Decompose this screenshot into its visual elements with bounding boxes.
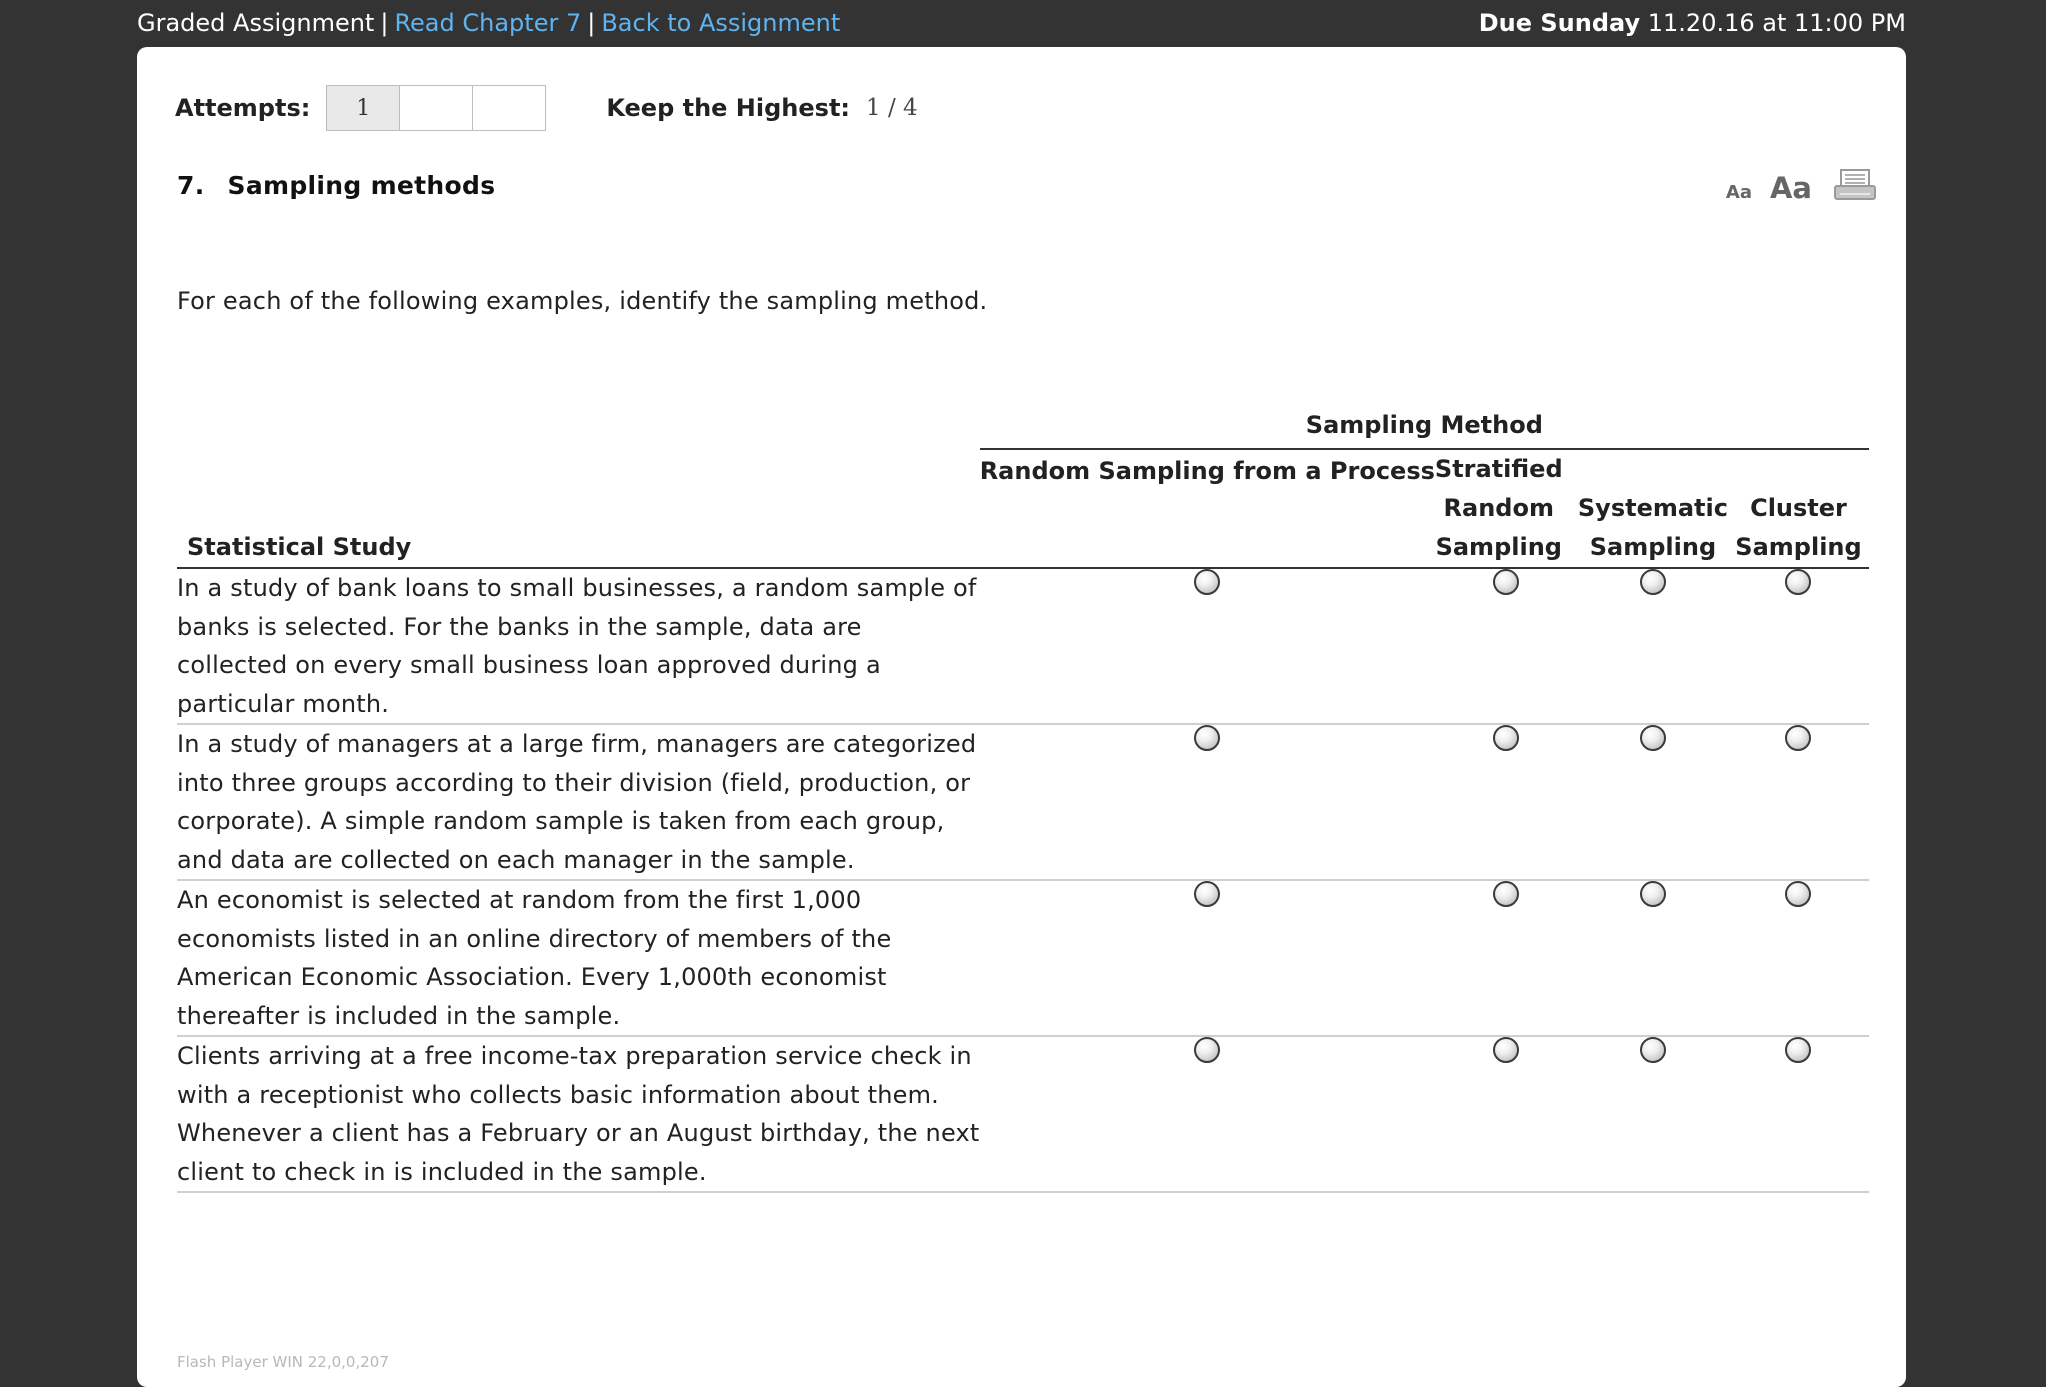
cluster-line-1: Cluster: [1750, 494, 1847, 522]
radio-stratified[interactable]: [1493, 725, 1519, 751]
stratified-line-3: Sampling: [1435, 533, 1562, 561]
version-footer: Flash Player WIN 22,0,0,207: [177, 1353, 389, 1371]
statistical-study-header: Statistical Study: [177, 449, 980, 568]
radio-systematic[interactable]: [1640, 1037, 1666, 1063]
table-row: [177, 568, 1869, 724]
table-row: [177, 880, 1869, 1036]
radio-random-process[interactable]: [1194, 881, 1220, 907]
attempts-row: [175, 85, 918, 131]
due-value: 11.20.16 at 11:00 PM: [1647, 9, 1906, 37]
due-label: Due Sunday: [1478, 9, 1641, 37]
radio-cluster[interactable]: [1785, 725, 1811, 751]
read-chapter-link[interactable]: Read Chapter 7: [394, 9, 582, 37]
question-title-text: Sampling methods: [227, 171, 496, 200]
attempt-box: [399, 85, 473, 131]
question-number: 7.: [177, 171, 205, 200]
question-title: [177, 171, 495, 200]
systematic-line-1: Systematic: [1577, 494, 1728, 522]
radio-random-process[interactable]: [1194, 1037, 1220, 1063]
keep-highest-label: Keep the Highest:: [606, 94, 851, 122]
radio-random-process[interactable]: [1194, 569, 1220, 595]
attempts-label: Attempts:: [175, 94, 311, 122]
radio-systematic[interactable]: [1640, 881, 1666, 907]
study-description: An economist is selected at random from the first 1,000 economists listed in an online directory of members of the American Economic Association. Every 1,000th economist thereafter is included in the sample.: [177, 880, 980, 1036]
print-icon-graphic: [1834, 169, 1876, 201]
study-description: In a study of bank loans to small businesses, a random sample of banks is selected. For the banks in the sample, data are collected on every small business loan approved during a particular month.: [177, 568, 980, 724]
radio-systematic[interactable]: [1640, 569, 1666, 595]
radio-random-process[interactable]: [1194, 725, 1220, 751]
breadcrumb: [137, 9, 840, 37]
radio-systematic[interactable]: [1640, 725, 1666, 751]
cluster-header: [1728, 449, 1869, 568]
question-card: [137, 47, 1906, 1387]
top-bar: [137, 0, 1906, 46]
stratified-line-1: Stratified: [1434, 455, 1563, 483]
sampling-method-header: Sampling Method: [980, 402, 1869, 449]
cluster-line-2: Sampling: [1735, 533, 1862, 561]
radio-stratified[interactable]: [1493, 569, 1519, 595]
tools: [1726, 169, 1876, 205]
table-row: [177, 1036, 1869, 1192]
separator: |: [587, 9, 596, 37]
separator: |: [380, 9, 389, 37]
assignment-type-label: Graded Assignment: [137, 9, 375, 37]
table-row: [177, 724, 1869, 880]
back-to-assignment-link[interactable]: Back to Assignment: [601, 9, 841, 37]
keep-highest-value: 1 / 4: [866, 95, 918, 121]
blank-header-cell: [177, 402, 980, 449]
random-process-header: Random Sampling from a Process: [980, 449, 1435, 568]
systematic-header: [1578, 449, 1728, 568]
instructions: For each of the following examples, identify the sampling method.: [177, 287, 988, 315]
study-description: Clients arriving at a free income-tax preparation service check in with a receptionist who collects basic information about them. Whenever a client has a February or an August birthday, the next client to check in is included in the sample.: [177, 1036, 980, 1192]
radio-cluster[interactable]: [1785, 881, 1811, 907]
stratified-header: [1435, 449, 1578, 568]
radio-cluster[interactable]: [1785, 1037, 1811, 1063]
radio-stratified[interactable]: [1493, 1037, 1519, 1063]
radio-stratified[interactable]: [1493, 881, 1519, 907]
attempt-boxes: [326, 85, 545, 131]
print-icon[interactable]: [1834, 169, 1876, 205]
study-description: In a study of managers at a large firm, managers are categorized into three groups according to their division (field, production, or corporate). A simple random sample is taken from each group, and data are collected on each manager in the sample.: [177, 724, 980, 880]
due-date: [1479, 9, 1906, 37]
attempt-box: 1: [326, 85, 400, 131]
radio-cluster[interactable]: [1785, 569, 1811, 595]
attempt-box: [472, 85, 546, 131]
systematic-line-2: Sampling: [1589, 533, 1717, 561]
sampling-matrix: [177, 402, 1869, 1193]
stratified-line-2: Random: [1443, 494, 1554, 522]
decrease-font-button[interactable]: Aa: [1725, 182, 1752, 203]
increase-font-button[interactable]: Aa: [1769, 171, 1812, 205]
